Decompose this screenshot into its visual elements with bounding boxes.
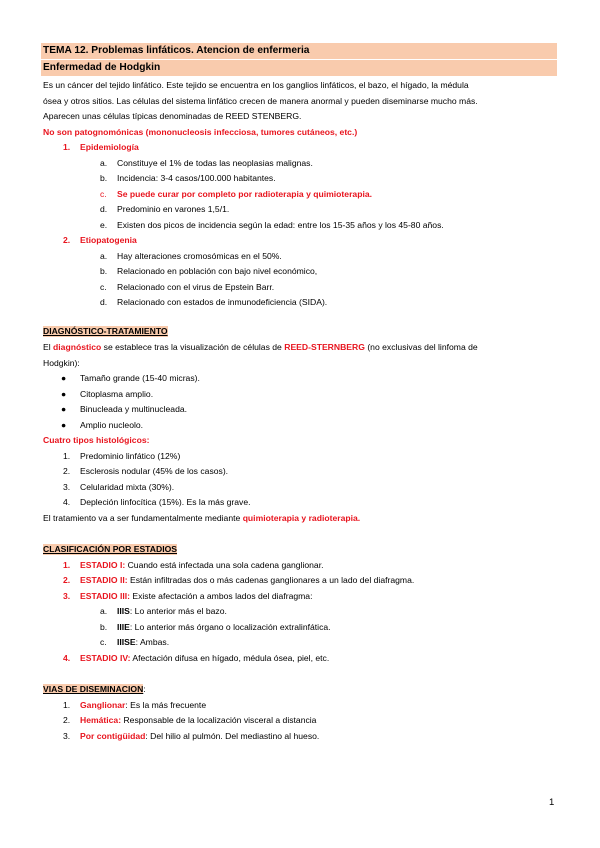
stage-2-label: ESTADIO II: [80,575,128,585]
stage-1-text: Cuando está infectada una sola cadena ganglionar. [125,560,324,570]
sub-item-b [117,622,331,633]
bullet-2: ● [61,389,67,399]
title-bar [41,43,557,59]
bullet-item-3: Binucleada y multinucleada. [80,404,188,414]
via-text-1: : Es la más frecuente [125,700,207,710]
intro-line-2: ósea y otros sitios. Las células del sistema linfático crecen de manera anormal y pueden diseminarse mucho más. [43,96,478,106]
via-marker-1: 1. [63,700,71,710]
epi-item-e: Existen dos picos de incidencia según la edad: entre los 15-35 años y los 45-80 años. [117,220,444,230]
sub-text-b: : Lo anterior más órgano o localización extralinfática. [129,622,331,632]
bullet-3: ● [61,404,67,414]
stage-3 [80,591,312,602]
sub-item-a [117,606,227,617]
tipos-title: Cuatro tipos histológicos: [43,435,150,445]
tipo-marker-1: 1. [63,451,71,461]
etio-item-a: Hay alteraciones cromosómicas en el 50%. [117,251,282,261]
via-marker-2: 2. [63,715,71,725]
sub-text-c: : Ambas. [135,637,170,647]
vias-heading: VIAS DE DISEMINACION [43,684,144,694]
tratamiento-line [43,513,360,524]
tipo-item-4: Depleción linfocítica (15%). Es la más grave. [80,497,251,507]
via-text-3: : Del hilio al pulmón. Del mediastino al hueso. [145,731,320,741]
bullet-item-1: Tamaño grande (15-40 micras). [80,373,200,383]
sub-label-c: IIISE [117,637,136,647]
via-marker-3: 3. [63,731,71,741]
clas-heading: CLASIFICACIÓN POR ESTADIOS [43,544,178,554]
epi-item-a: Constituye el 1% de todas las neoplasias malignas. [117,158,313,168]
epi-marker-c: c. [100,189,107,199]
etio-item-b: Relacionado en población con bajo nivel económico, [117,266,318,276]
via-label-1: Ganglionar [80,700,126,710]
epi-marker-d: d. [100,204,108,214]
via-label-2: Hemática: [80,715,122,725]
stage-4 [80,653,329,664]
tipo-item-2: Esclerosis nodular (45% de los casos). [80,466,229,476]
reed-sternberg-keyword: REED-STERNBERG [284,342,365,352]
stage-4-label: ESTADIO IV: [80,653,131,663]
section-subtitle: Enfermedad de Hodgkin [43,62,161,73]
tratamiento-text: El tratamiento va a ser fundamentalmente mediante [43,513,243,523]
diag-text-c: se establece tras la visualización de células de [101,342,285,352]
sub-marker-a: a. [100,606,108,616]
stage-2 [80,575,414,586]
tipo-item-3: Celularidad mixta (30%). [80,482,175,492]
vias-heading-line [43,684,146,695]
sub-marker-c: c. [100,637,107,647]
via-item-3 [80,731,319,742]
tratamiento-keyword: quimioterapia y radioterapia. [242,513,361,523]
diag-heading: DIAGNÓSTICO-TRATAMIENTO [43,326,168,336]
stage-1-marker: 1. [63,560,71,570]
diag-paragraph-line-1 [43,342,478,353]
intro-line-3: Aparecen unas células típicas denominadas de REED STENBERG. [43,111,302,121]
sub-label-b: IIIE [117,622,130,632]
etio-item-c: Relacionado con el virus de Epstein Barr. [117,282,275,292]
intro-line-1: Es un cáncer del tejido linfático. Este tejido se encuentra en los ganglios linfáticos, el bazo, el hígado, la médula [43,80,469,90]
sub-marker-b: b. [100,622,108,632]
tipo-marker-4: 4. [63,497,71,507]
stage-4-marker: 4. [63,653,71,663]
tipo-marker-3: 3. [63,482,71,492]
epi-marker-a: a. [100,158,108,168]
epi-marker-b: b. [100,173,108,183]
bullet-item-2: Citoplasma amplio. [80,389,154,399]
etio-item-d: Relacionado con estados de inmunodeficiencia (SIDA). [117,297,328,307]
etio-marker-c: c. [100,282,107,292]
epi-item-b: Incidencia: 3-4 casos/100.000 habitantes. [117,173,276,183]
page-title: TEMA 12. Problemas linfáticos. Atencion de enfermeria [43,45,310,56]
tipo-marker-2: 2. [63,466,71,476]
stage-3-text: Existe afectación a ambos lados del diafragma: [129,591,313,601]
diag-text-a: El [43,342,54,352]
diag-paragraph-line-2: Hodgkin): [43,358,80,368]
intro-line-4: No son patognomónicas (mononucleosis infecciosa, tumores cutáneos, etc.) [43,127,358,137]
vias-colon: : [143,684,146,694]
stage-4-text: Afectación difusa en hígado, médula ósea, piel, etc. [130,653,330,663]
epi-marker-e: e. [100,220,108,230]
stage-1 [80,560,324,571]
stage-2-marker: 2. [63,575,71,585]
epi-number: 1. [63,142,71,152]
bullet-4: ● [61,420,67,430]
bullet-1: ● [61,373,67,383]
tipo-item-1: Predominio linfático (12%) [80,451,181,461]
diag-keyword: diagnóstico [53,342,102,352]
epi-item-d: Predominio en varones 1,5/1. [117,204,230,214]
stage-1-label: ESTADIO I: [80,560,126,570]
etio-marker-d: d. [100,297,108,307]
via-item-1 [80,700,206,711]
via-item-2 [80,715,316,726]
sub-text-a: : Lo anterior más el bazo. [129,606,227,616]
sub-label-a: IIIS [117,606,130,616]
diag-text-e: (no exclusivas del linfoma de [364,342,478,352]
stage-3-label: ESTADIO III: [80,591,130,601]
bullet-item-4: Amplio nucleolo. [80,420,144,430]
sub-item-c [117,637,169,648]
etio-number: 2. [63,235,71,245]
epi-title: Epidemiología [80,142,139,152]
stage-3-marker: 3. [63,591,71,601]
stage-2-text: Están infiltradas dos o más cadenas ganglionares a un lado del diafragma. [127,575,415,585]
page-number: 1 [549,797,555,808]
etio-marker-b: b. [100,266,108,276]
etio-title: Etiopatogenia [80,235,137,245]
epi-item-c: Se puede curar por completo por radioterapia y quimioterapia. [117,189,373,199]
subtitle-bar [41,60,557,76]
via-label-3: Por contigüidad [80,731,146,741]
via-text-2: Responsable de la localización visceral a distancia [121,715,317,725]
etio-marker-a: a. [100,251,108,261]
